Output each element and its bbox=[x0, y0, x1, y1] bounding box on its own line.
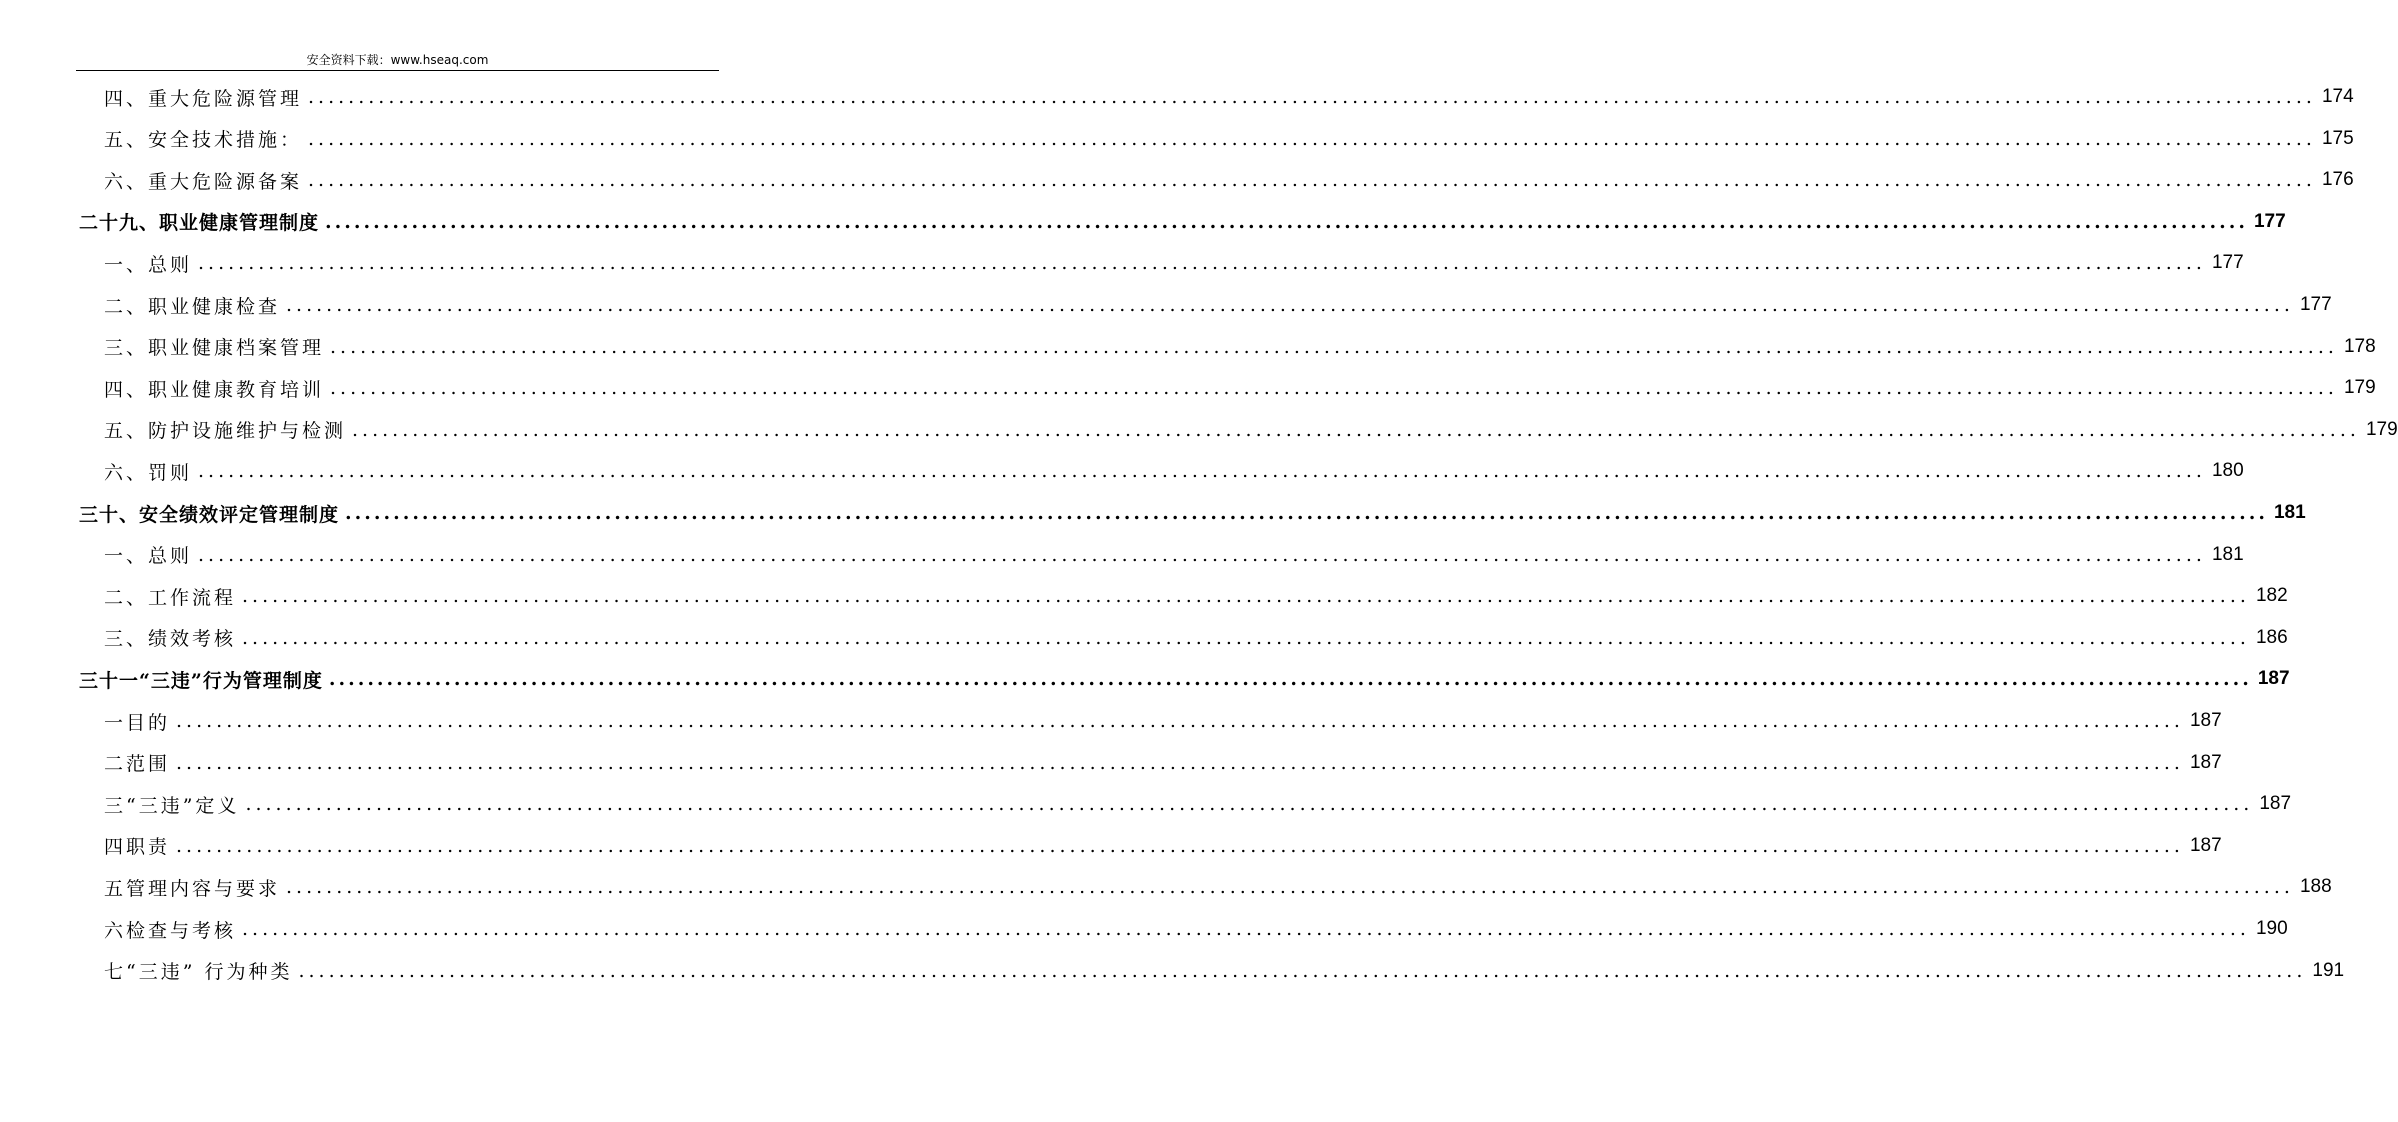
dot-leader: ........................................................................................................................................................................................................ bbox=[308, 169, 2316, 192]
dot-leader: ........................................................................................................................................................................................................ bbox=[176, 751, 2184, 774]
toc-section-entry[interactable] bbox=[104, 953, 2345, 989]
page-header: 安全资料下载：www.hseaq.com bbox=[306, 53, 489, 67]
toc-entry-page-number: 177 bbox=[2211, 252, 2244, 274]
toc-entry-title: 五、安全技术措施： bbox=[104, 129, 303, 152]
toc-entry-title: 一、总则 bbox=[104, 253, 193, 276]
dot-leader: ........................................................................................................................................................................................................ bbox=[308, 86, 2316, 108]
toc-entry-title: 五管理内容与要求 bbox=[104, 877, 281, 900]
toc-entry-title: 三“三违”定义 bbox=[104, 794, 240, 817]
toc-section-entry[interactable] bbox=[104, 79, 2354, 115]
toc-entry-title: 一目的 bbox=[104, 711, 171, 734]
toc-entry-page-number: 178 bbox=[2343, 335, 2376, 357]
toc-entry-page-number: 175 bbox=[2321, 127, 2354, 149]
toc-entry-page-number: 187 bbox=[2189, 751, 2222, 773]
toc-chapter-entry[interactable] bbox=[79, 204, 2286, 240]
toc-entry-title: 三、职业健康档案管理 bbox=[104, 337, 325, 360]
toc-entry-title: 二十九、职业健康管理制度 bbox=[79, 212, 320, 235]
toc-section-entry[interactable] bbox=[104, 869, 2332, 905]
toc-entry-page-number: 187 bbox=[2189, 710, 2222, 731]
toc-entry-title: 三十、安全绩效评定管理制度 bbox=[79, 503, 340, 526]
dot-leader: ........................................................................................................................................................................................................ bbox=[328, 668, 2252, 691]
toc-entry-page-number: 182 bbox=[2255, 585, 2288, 607]
dot-leader: ........................................................................................................................................................................................................ bbox=[176, 834, 2184, 857]
toc-entry-page-number: 188 bbox=[2299, 876, 2332, 898]
toc-section-entry[interactable] bbox=[104, 537, 2244, 573]
toc-entry-page-number: 191 bbox=[2312, 959, 2345, 981]
toc-entry-title: 四职责 bbox=[104, 836, 171, 859]
toc-entry-page-number: 187 bbox=[2257, 668, 2290, 690]
toc-entry-page-number: 187 bbox=[2189, 834, 2222, 856]
toc-entry-title: 二、职业健康检查 bbox=[104, 295, 281, 318]
toc-entry-page-number: 177 bbox=[2299, 294, 2332, 315]
toc-entry-page-number: 181 bbox=[2211, 543, 2244, 565]
toc-section-entry[interactable] bbox=[104, 828, 2222, 864]
dot-leader: ........................................................................................................................................................................................................ bbox=[176, 710, 2184, 732]
toc-entry-title: 六检查与考核 bbox=[104, 919, 237, 942]
dot-leader: ........................................................................................................................................................................................................ bbox=[345, 502, 2268, 524]
toc-entry-page-number: 180 bbox=[2211, 460, 2244, 482]
toc-entry-page-number: 179 bbox=[2343, 377, 2376, 399]
toc-section-entry[interactable] bbox=[104, 370, 2376, 406]
dot-leader: ........................................................................................................................................................................................................ bbox=[198, 252, 2206, 275]
header-divider bbox=[76, 70, 719, 71]
toc-entry-title: 七“三违” 行为种类 bbox=[104, 961, 293, 984]
toc-entry-page-number: 190 bbox=[2255, 918, 2288, 939]
dot-leader: ........................................................................................................................................................................................................ bbox=[352, 418, 2360, 441]
dot-leader: ........................................................................................................................................................................................................ bbox=[242, 918, 2250, 940]
dot-leader: ........................................................................................................................................................................................................ bbox=[245, 793, 2254, 816]
dot-leader: ........................................................................................................................................................................................................ bbox=[330, 377, 2338, 400]
toc-chapter-entry[interactable] bbox=[79, 661, 2290, 697]
toc-entry-title: 二、工作流程 bbox=[104, 586, 237, 609]
toc-section-entry[interactable] bbox=[104, 162, 2354, 198]
toc-section-entry[interactable] bbox=[104, 703, 2222, 739]
dot-leader: ........................................................................................................................................................................................................ bbox=[198, 460, 2206, 483]
toc-entry-title: 三十一“三违”行为管理制度 bbox=[79, 669, 323, 692]
toc-section-entry[interactable] bbox=[104, 745, 2222, 781]
toc-section-entry[interactable] bbox=[104, 786, 2292, 822]
toc-entry-title: 四、重大危险源管理 bbox=[104, 87, 303, 110]
toc-entry-title: 一、总则 bbox=[104, 545, 193, 568]
dot-leader: ........................................................................................................................................................................................................ bbox=[308, 127, 2316, 150]
toc-section-entry[interactable] bbox=[104, 412, 2398, 448]
toc-section-entry[interactable] bbox=[104, 911, 2288, 947]
dot-leader: ........................................................................................................................................................................................................ bbox=[330, 335, 2338, 358]
toc-entry-title: 六、重大危险源备案 bbox=[104, 170, 303, 193]
toc-section-entry[interactable] bbox=[104, 329, 2376, 365]
toc-section-entry[interactable] bbox=[104, 578, 2288, 614]
dot-leader: ........................................................................................................................................................................................................ bbox=[286, 294, 2294, 316]
toc-entry-title: 二范围 bbox=[104, 753, 171, 776]
toc-entry-page-number: 174 bbox=[2321, 86, 2354, 107]
toc-entry-title: 六、罚则 bbox=[104, 461, 193, 484]
toc-entry-title: 四、职业健康教育培训 bbox=[104, 378, 325, 401]
toc-section-entry[interactable] bbox=[104, 453, 2244, 489]
toc-entry-title: 三、绩效考核 bbox=[104, 628, 237, 651]
toc-entry-page-number: 187 bbox=[2259, 793, 2292, 815]
dot-leader: ........................................................................................................................................................................................................ bbox=[286, 876, 2294, 899]
toc-chapter-entry[interactable] bbox=[79, 495, 2306, 531]
toc-entry-page-number: 181 bbox=[2273, 502, 2306, 523]
dot-leader: ........................................................................................................................................................................................................ bbox=[325, 210, 2248, 233]
toc-entry-page-number: 179 bbox=[2365, 418, 2398, 440]
dot-leader: ........................................................................................................................................................................................................ bbox=[298, 959, 2307, 982]
dot-leader: ........................................................................................................................................................................................................ bbox=[242, 626, 2250, 649]
dot-leader: ........................................................................................................................................................................................................ bbox=[242, 585, 2250, 608]
toc-section-entry[interactable] bbox=[104, 245, 2244, 281]
toc-section-entry[interactable] bbox=[104, 121, 2354, 157]
toc-section-entry[interactable] bbox=[104, 620, 2288, 656]
toc-entry-page-number: 186 bbox=[2255, 626, 2288, 648]
dot-leader: ........................................................................................................................................................................................................ bbox=[198, 543, 2206, 566]
toc-entry-title: 五、防护设施维护与检测 bbox=[104, 420, 347, 443]
toc-section-entry[interactable] bbox=[104, 287, 2332, 323]
toc-entry-page-number: 176 bbox=[2321, 169, 2354, 191]
toc-entry-page-number: 177 bbox=[2253, 210, 2286, 232]
